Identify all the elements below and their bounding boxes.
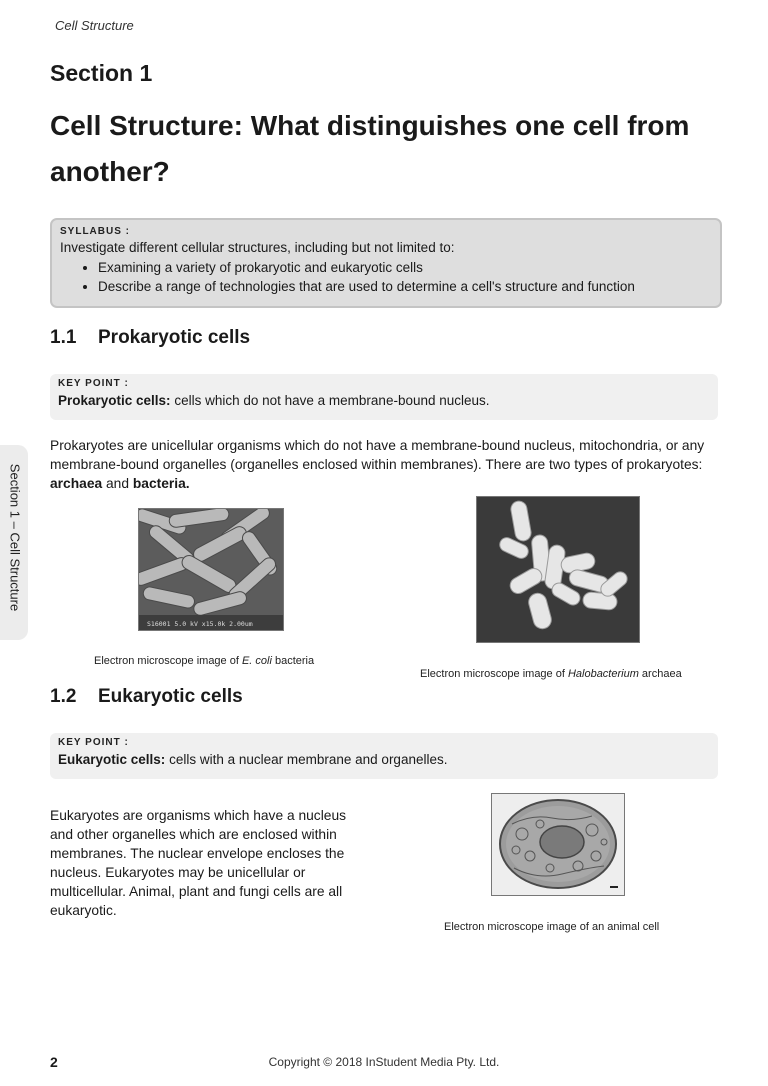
heading-prokaryotic [50, 327, 250, 349]
key-point-eukaryotic [50, 733, 718, 779]
caption-text: archaea [638, 668, 682, 680]
term-archaea: archaea [50, 476, 103, 491]
halobacterium-graphic [477, 497, 639, 642]
caption-text: Electron microscope image of [420, 668, 568, 680]
ecoli-image [138, 508, 284, 631]
prokaryote-paragraph [50, 436, 718, 493]
heading-number: 1.2 [50, 686, 77, 707]
syllabus-label: SYLLABUS : [60, 226, 130, 237]
heading-text: Prokaryotic cells [98, 327, 251, 348]
syllabus-intro: Investigate different cellular structures, including but not limited to: [60, 240, 455, 255]
caption-species: E. coli [241, 655, 272, 667]
page-number: 2 [50, 1054, 58, 1070]
syllabus-box [50, 218, 722, 308]
scale-bar-text: S16001 5.0 kV x15.0k 2.00um [147, 620, 253, 628]
ecoli-caption [94, 655, 314, 667]
halobacterium-image [476, 496, 640, 643]
eukaryote-paragraph: Eukaryotes are organisms which have a nucleus and other organelles which are enclosed within membranes. The nuclear envelope encloses the nucleus. Eukaryotes may be unicellular or multicellular. Animal, plant and fungi cells are all eukaryotic. [50, 808, 347, 918]
caption-species: Halobacterium [567, 668, 639, 680]
animal-cell-graphic [492, 794, 624, 895]
section-label: Section 1 [50, 60, 153, 86]
conjunction: and [102, 476, 133, 491]
key-point-term: Eukaryotic cells: [58, 752, 166, 767]
halobacterium-caption [420, 668, 682, 680]
syllabus-item: • Describe a range of technologies that are used to determine a cell's structure and function [98, 277, 712, 296]
page-title: Cell Structure: What distinguishes one cell from another? [50, 110, 690, 187]
key-point-definition [58, 752, 710, 767]
syllabus-list [60, 258, 712, 296]
key-point-label: KEY POINT : [58, 737, 129, 748]
paragraph-text: Prokaryotes are unicellular organisms which do not have a membrane-bound nucleus, mitochondria, or any membrane-bound organelles (organelles enclosed within membranes). There are two types of prokaryotes: [50, 438, 705, 472]
key-point-text: cells with a nuclear membrane and organelles. [169, 752, 448, 767]
side-tab-label: Section 1 – Cell Structure [7, 463, 23, 612]
copyright: Copyright © 2018 InStudent Media Pty. Ltd. [268, 1055, 500, 1069]
animal-cell-caption: Electron microscope image of an animal cell [444, 921, 660, 933]
term-bacteria: bacteria. [132, 476, 190, 491]
key-point-definition [58, 393, 710, 408]
heading-eukaryotic [50, 686, 243, 708]
running-head: Cell Structure [55, 18, 134, 33]
caption-text: bacteria [271, 655, 315, 667]
heading-number: 1.1 [50, 327, 77, 348]
ecoli-graphic [139, 509, 283, 630]
caption-text: Electron microscope image of [94, 655, 242, 667]
key-point-label: KEY POINT : [58, 378, 129, 389]
animal-cell-image [491, 793, 625, 896]
syllabus-item: • Examining a variety of prokaryotic and eukaryotic cells [98, 258, 712, 277]
key-point-prokaryotic [50, 374, 718, 420]
heading-text: Eukaryotic cells [98, 686, 243, 707]
key-point-term: Prokaryotic cells: [58, 393, 171, 408]
key-point-text: cells which do not have a membrane-bound nucleus. [174, 393, 490, 408]
